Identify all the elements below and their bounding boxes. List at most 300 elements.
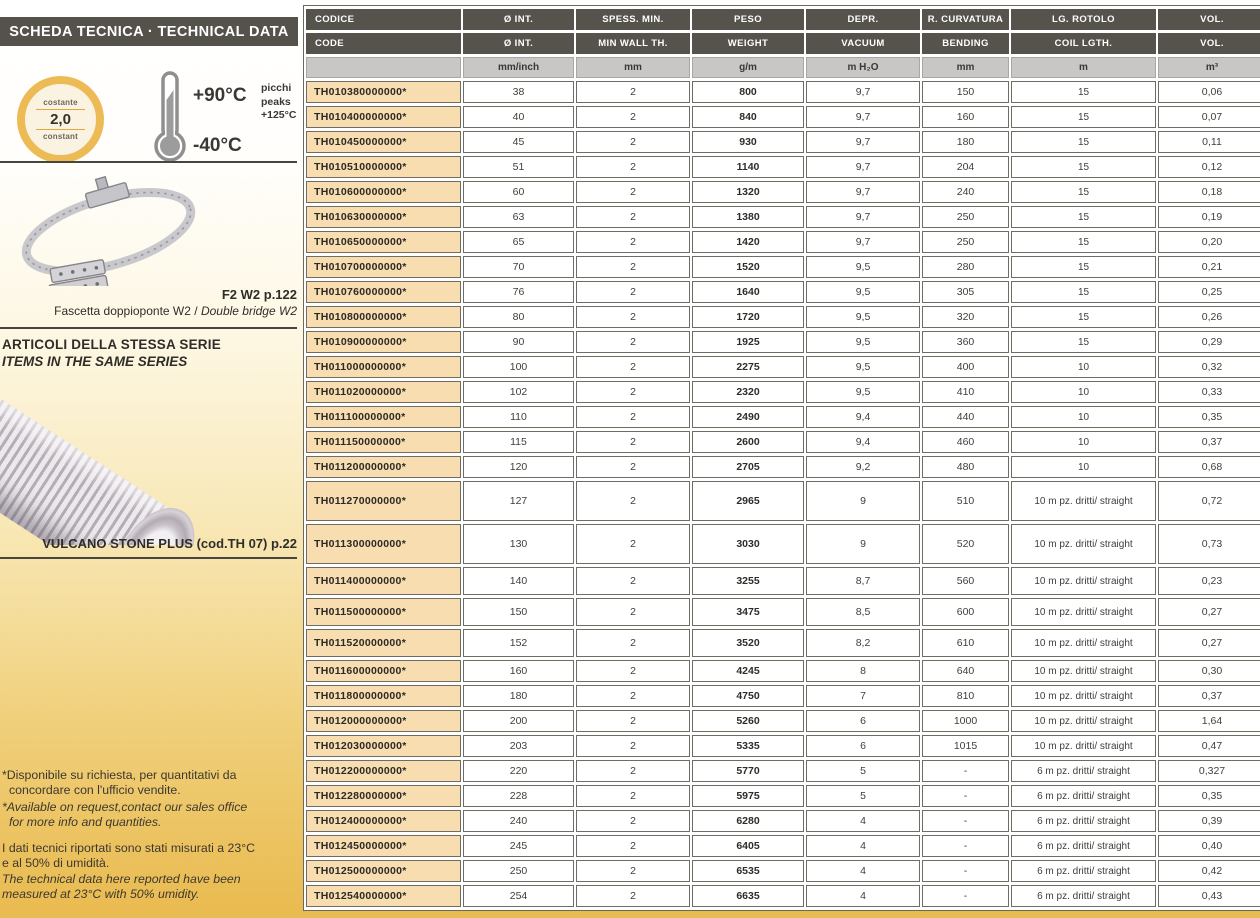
clamp-image (8, 174, 208, 286)
page-title: SCHEDA TECNICA · TECHNICAL DATA (0, 17, 298, 46)
column-header-it-cell: PESO (692, 9, 804, 30)
table-cell: 2 (576, 835, 690, 857)
table-cell: 180 (463, 685, 574, 707)
table-cell: 2490 (692, 406, 804, 428)
table-cell: 2965 (692, 481, 804, 521)
table-row (306, 885, 1260, 907)
table-cell: 0,12 (1158, 156, 1260, 178)
hose-tube (0, 383, 200, 545)
table-cell: 90 (463, 331, 574, 353)
table-cell: 3475 (692, 598, 804, 626)
table-cell: - (922, 860, 1009, 882)
table-cell: 180 (922, 131, 1009, 153)
units-row-cell: mm (922, 57, 1009, 78)
table-cell: 110 (463, 406, 574, 428)
table-cell: 2705 (692, 456, 804, 478)
table-cell: 10 (1011, 381, 1156, 403)
clamp-name-it: Fascetta doppioponte W2 / (54, 304, 201, 318)
product-code-cell: TH012400000000* (306, 810, 461, 832)
table-cell: 10 (1011, 406, 1156, 428)
table-cell: 2 (576, 735, 690, 757)
units-row-cell: mm (576, 57, 690, 78)
table-cell: 65 (463, 231, 574, 253)
table-cell: 0,19 (1158, 206, 1260, 228)
table-cell: 600 (922, 598, 1009, 626)
clamp-caption (0, 304, 297, 318)
table-cell: 7 (806, 685, 920, 707)
product-code-cell: TH010800000000* (306, 306, 461, 328)
table-cell: 9,7 (806, 231, 920, 253)
table-cell: 15 (1011, 331, 1156, 353)
footnote-measurement-en (2, 872, 298, 903)
table-cell: 9,7 (806, 81, 920, 103)
badge-value: 2,0 (36, 109, 85, 130)
footnote-line: measured at 23°C with 50% umidity. (2, 887, 200, 902)
table-cell: 6 m pz. dritti/ straight (1011, 810, 1156, 832)
table-cell: 2 (576, 181, 690, 203)
table-cell: 0,327 (1158, 760, 1260, 782)
table-cell: 40 (463, 106, 574, 128)
units-row-cell: m³ (1158, 57, 1260, 78)
table-cell: 0,29 (1158, 331, 1260, 353)
table-cell: 9,5 (806, 256, 920, 278)
table-cell: 63 (463, 206, 574, 228)
table-cell: 6 m pz. dritti/ straight (1011, 835, 1156, 857)
table-cell: 1420 (692, 231, 804, 253)
clamp-name-en: Double bridge W2 (200, 304, 297, 318)
table-cell: 280 (922, 256, 1009, 278)
table-cell: - (922, 885, 1009, 907)
table-cell: 15 (1011, 81, 1156, 103)
table-cell: 8 (806, 660, 920, 682)
footnote-measurement-it (2, 841, 298, 872)
table-cell: 0,33 (1158, 381, 1260, 403)
table-row (306, 381, 1260, 403)
product-code-cell: TH012280000000* (306, 785, 461, 807)
table-cell: 560 (922, 567, 1009, 595)
peaks-value: +125°C (261, 109, 297, 121)
table-cell: 9,5 (806, 331, 920, 353)
product-code-cell: TH011020000000* (306, 381, 461, 403)
product-code-cell: TH010760000000* (306, 281, 461, 303)
footnote-line: *Disponibile su richiesta, per quantitativi da (2, 768, 237, 782)
badge-bottom-label: constant (43, 132, 78, 141)
peaks-en: peaks (261, 95, 291, 108)
table-row (306, 106, 1260, 128)
table-cell: 2 (576, 860, 690, 882)
column-header-it (306, 9, 1260, 30)
table-cell: 6 (806, 710, 920, 732)
product-code-cell: TH010510000000* (306, 156, 461, 178)
table-cell: 6405 (692, 835, 804, 857)
table-cell: 5335 (692, 735, 804, 757)
table-cell: 6 m pz. dritti/ straight (1011, 885, 1156, 907)
table-cell: 480 (922, 456, 1009, 478)
table-cell: 10 m pz. dritti/ straight (1011, 598, 1156, 626)
table-cell: 9 (806, 524, 920, 564)
table-cell: 460 (922, 431, 1009, 453)
table-cell: 0,26 (1158, 306, 1260, 328)
table-cell: 2 (576, 456, 690, 478)
table-row (306, 760, 1260, 782)
column-header-it-cell: SPESS. MIN. (576, 9, 690, 30)
table-cell: 440 (922, 406, 1009, 428)
table-cell: - (922, 785, 1009, 807)
table-cell: 15 (1011, 156, 1156, 178)
table-cell: 1520 (692, 256, 804, 278)
table-cell: 510 (922, 481, 1009, 521)
table-cell: 1140 (692, 156, 804, 178)
product-code-cell: TH011100000000* (306, 406, 461, 428)
table-cell: 0,73 (1158, 524, 1260, 564)
table-row (306, 567, 1260, 595)
table-cell: 220 (463, 760, 574, 782)
table-cell: 1320 (692, 181, 804, 203)
table-cell: 3030 (692, 524, 804, 564)
table-cell: - (922, 835, 1009, 857)
table-cell: 15 (1011, 206, 1156, 228)
table-cell: 150 (922, 81, 1009, 103)
table-cell: 4245 (692, 660, 804, 682)
table-cell: 160 (463, 660, 574, 682)
table-cell: 3520 (692, 629, 804, 657)
table-cell: 115 (463, 431, 574, 453)
table-cell: 2 (576, 281, 690, 303)
table-cell: 2600 (692, 431, 804, 453)
table-cell: 640 (922, 660, 1009, 682)
table-cell: 410 (922, 381, 1009, 403)
table-cell: 240 (922, 181, 1009, 203)
table-cell: 2275 (692, 356, 804, 378)
divider (0, 161, 297, 163)
units-row-cell: mm/inch (463, 57, 574, 78)
table-cell: 10 m pz. dritti/ straight (1011, 481, 1156, 521)
table-cell: 1925 (692, 331, 804, 353)
table-cell: - (922, 810, 1009, 832)
table-cell: 2 (576, 306, 690, 328)
table-cell: 2 (576, 131, 690, 153)
footnote-line: *Available on request,contact our sales office (2, 800, 248, 814)
column-header-en-cell: VACUUM (806, 33, 920, 54)
table-cell: 0,20 (1158, 231, 1260, 253)
table-cell: 1015 (922, 735, 1009, 757)
table-row (306, 306, 1260, 328)
table-header (306, 9, 1260, 78)
table-cell: 5975 (692, 785, 804, 807)
table-cell: 152 (463, 629, 574, 657)
table-cell: 6280 (692, 810, 804, 832)
table-cell: 2 (576, 206, 690, 228)
table-cell: 120 (463, 456, 574, 478)
table-cell: 0,39 (1158, 810, 1260, 832)
table-cell: 6535 (692, 860, 804, 882)
table-cell: 2 (576, 710, 690, 732)
table-cell: 8,5 (806, 598, 920, 626)
table-cell: 6635 (692, 885, 804, 907)
product-code-cell: TH010700000000* (306, 256, 461, 278)
table-cell: 2 (576, 885, 690, 907)
table-cell: 160 (922, 106, 1009, 128)
footnote-line: I dati tecnici riportati sono stati misurati a 23°C (2, 841, 256, 855)
table-cell: 0,07 (1158, 106, 1260, 128)
table-cell: 6 m pz. dritti/ straight (1011, 860, 1156, 882)
table-cell: 0,32 (1158, 356, 1260, 378)
table-cell: 15 (1011, 131, 1156, 153)
table-cell: 8,2 (806, 629, 920, 657)
table-cell: 203 (463, 735, 574, 757)
table-cell: 1000 (922, 710, 1009, 732)
table-cell: 2 (576, 81, 690, 103)
table-cell: 305 (922, 281, 1009, 303)
table-cell: 2 (576, 156, 690, 178)
table-cell: 2 (576, 598, 690, 626)
table-row (306, 598, 1260, 626)
table-cell: 4 (806, 835, 920, 857)
table-cell: 2 (576, 660, 690, 682)
table-cell: 9,7 (806, 181, 920, 203)
table-cell: 2 (576, 106, 690, 128)
table-cell: 9,5 (806, 356, 920, 378)
table-cell: 15 (1011, 306, 1156, 328)
table-cell: 5260 (692, 710, 804, 732)
table-cell: 245 (463, 835, 574, 857)
table-cell: 2 (576, 810, 690, 832)
table-cell: 4 (806, 860, 920, 882)
table-cell: 60 (463, 181, 574, 203)
product-code-cell: TH011500000000* (306, 598, 461, 626)
column-header-en (306, 33, 1260, 54)
column-header-en-cell: CODE (306, 33, 461, 54)
product-code-cell: TH011520000000* (306, 629, 461, 657)
table-cell: 0,18 (1158, 181, 1260, 203)
product-code-cell: TH010400000000* (306, 106, 461, 128)
table-cell: 228 (463, 785, 574, 807)
table-cell: 610 (922, 629, 1009, 657)
table-row (306, 156, 1260, 178)
table-cell: 254 (463, 885, 574, 907)
table-cell: 9,2 (806, 456, 920, 478)
table-cell: 204 (922, 156, 1009, 178)
product-code-cell: TH012030000000* (306, 735, 461, 757)
product-code-cell: TH011270000000* (306, 481, 461, 521)
product-code-cell: TH011000000000* (306, 356, 461, 378)
table-cell: 127 (463, 481, 574, 521)
table-cell: 10 m pz. dritti/ straight (1011, 735, 1156, 757)
table-cell: 9,4 (806, 406, 920, 428)
units-row-cell: m H₂O (806, 57, 920, 78)
table-cell: 2 (576, 331, 690, 353)
temp-peaks-label (261, 82, 296, 123)
footnote-line: concordare con l'ufficio vendite. (9, 783, 181, 798)
product-code-cell: TH011150000000* (306, 431, 461, 453)
table-cell: 0,06 (1158, 81, 1260, 103)
table-cell: 10 m pz. dritti/ straight (1011, 629, 1156, 657)
temp-min-label: -40°C (193, 135, 242, 156)
table-cell: 2320 (692, 381, 804, 403)
table-cell: 10 m pz. dritti/ straight (1011, 524, 1156, 564)
product-code-cell: TH011600000000* (306, 660, 461, 682)
table-row (306, 356, 1260, 378)
same-series-heading-it: ARTICOLI DELLA STESSA SERIE (2, 337, 221, 352)
column-header-en-cell: Ø INT. (463, 33, 574, 54)
table-cell: 15 (1011, 106, 1156, 128)
constant-diameter-badge (17, 76, 104, 163)
table-cell: 810 (922, 685, 1009, 707)
table-cell: 800 (692, 81, 804, 103)
table-cell: 4 (806, 885, 920, 907)
table-cell: 2 (576, 481, 690, 521)
table-cell: 1720 (692, 306, 804, 328)
product-code-cell: TH010450000000* (306, 131, 461, 153)
footnote-line: for more info and quantities. (9, 815, 162, 830)
table-cell: - (922, 760, 1009, 782)
product-code-cell: TH010900000000* (306, 331, 461, 353)
technical-data-table-wrap (303, 5, 1250, 911)
divider (0, 557, 297, 559)
divider (0, 327, 297, 329)
table-cell: 3255 (692, 567, 804, 595)
table-cell: 102 (463, 381, 574, 403)
table-row (306, 735, 1260, 757)
table-cell: 2 (576, 356, 690, 378)
table-cell: 2 (576, 431, 690, 453)
table-cell: 320 (922, 306, 1009, 328)
table-cell: 2 (576, 381, 690, 403)
table-cell: 2 (576, 785, 690, 807)
table-cell: 6 m pz. dritti/ straight (1011, 785, 1156, 807)
table-cell: 2 (576, 524, 690, 564)
table-cell: 0,21 (1158, 256, 1260, 278)
table-row (306, 785, 1260, 807)
product-code-cell: TH011400000000* (306, 567, 461, 595)
table-cell: 2 (576, 231, 690, 253)
table-cell: 1380 (692, 206, 804, 228)
product-code-cell: TH010650000000* (306, 231, 461, 253)
table-row (306, 629, 1260, 657)
badge-top-label: costante (43, 98, 78, 107)
table-row (306, 231, 1260, 253)
table-cell: 360 (922, 331, 1009, 353)
same-series-heading-en: ITEMS IN THE SAME SERIES (2, 354, 188, 369)
column-header-it-cell: CODICE (306, 9, 461, 30)
product-caption: VULCANO STONE PLUS (cod.TH 07) p.22 (42, 536, 297, 551)
table-cell: 9,7 (806, 131, 920, 153)
table-cell: 0,27 (1158, 629, 1260, 657)
table-cell: 0,11 (1158, 131, 1260, 153)
units-row-cell: m (1011, 57, 1156, 78)
table-cell: 1640 (692, 281, 804, 303)
table-row (306, 835, 1260, 857)
table-body (306, 81, 1260, 907)
table-row (306, 660, 1260, 682)
product-code-cell: TH012450000000* (306, 835, 461, 857)
table-cell: 15 (1011, 181, 1156, 203)
table-cell: 400 (922, 356, 1009, 378)
table-cell: 150 (463, 598, 574, 626)
table-cell: 38 (463, 81, 574, 103)
table-cell: 0,30 (1158, 660, 1260, 682)
table-cell: 15 (1011, 256, 1156, 278)
table-cell: 0,35 (1158, 406, 1260, 428)
table-row (306, 481, 1260, 521)
table-cell: 51 (463, 156, 574, 178)
table-cell: 2 (576, 685, 690, 707)
table-cell: 0,25 (1158, 281, 1260, 303)
table-cell: 10 m pz. dritti/ straight (1011, 660, 1156, 682)
table-cell: 0,43 (1158, 885, 1260, 907)
table-cell: 0,37 (1158, 431, 1260, 453)
table-cell: 0,23 (1158, 567, 1260, 595)
footnote-line: e al 50% di umidità. (2, 856, 110, 871)
table-row (306, 685, 1260, 707)
table-cell: 4750 (692, 685, 804, 707)
table-cell: 0,35 (1158, 785, 1260, 807)
clamp-ref-label: F2 W2 p.122 (221, 287, 297, 302)
table-row (306, 256, 1260, 278)
table-cell: 6 (806, 735, 920, 757)
table-cell: 76 (463, 281, 574, 303)
table-cell: 0,37 (1158, 685, 1260, 707)
technical-data-table (303, 5, 1260, 911)
product-code-cell: TH010630000000* (306, 206, 461, 228)
product-code-cell: TH010380000000* (306, 81, 461, 103)
units-row-cell (306, 57, 461, 78)
table-row (306, 331, 1260, 353)
column-header-it-cell: DEPR. (806, 9, 920, 30)
footnote-availability-en (2, 800, 298, 831)
table-cell: 9,5 (806, 281, 920, 303)
table-cell: 2 (576, 567, 690, 595)
table-cell: 15 (1011, 281, 1156, 303)
table-cell: 0,68 (1158, 456, 1260, 478)
table-cell: 15 (1011, 231, 1156, 253)
table-cell: 5 (806, 785, 920, 807)
column-header-it-cell: VOL. (1158, 9, 1260, 30)
product-code-cell: TH012540000000* (306, 885, 461, 907)
table-cell: 0,27 (1158, 598, 1260, 626)
table-row (306, 810, 1260, 832)
table-row (306, 181, 1260, 203)
peaks-it: picchi (261, 82, 292, 94)
product-code-cell: TH011800000000* (306, 685, 461, 707)
column-header-en-cell: VOL. (1158, 33, 1260, 54)
table-cell: 10 m pz. dritti/ straight (1011, 567, 1156, 595)
footnote-availability-it (2, 768, 298, 799)
product-code-cell: TH012000000000* (306, 710, 461, 732)
table-cell: 70 (463, 256, 574, 278)
column-header-it-cell: Ø INT. (463, 9, 574, 30)
table-row (306, 710, 1260, 732)
thermometer-icon (150, 70, 190, 164)
table-cell: 140 (463, 567, 574, 595)
product-code-cell: TH010600000000* (306, 181, 461, 203)
table-cell: 10 m pz. dritti/ straight (1011, 685, 1156, 707)
product-code-cell: TH012500000000* (306, 860, 461, 882)
table-cell: 9,7 (806, 156, 920, 178)
table-cell: 240 (463, 810, 574, 832)
table-cell: 9 (806, 481, 920, 521)
product-code-cell: TH011200000000* (306, 456, 461, 478)
table-cell: 1,64 (1158, 710, 1260, 732)
column-header-it-cell: R. CURVATURA (922, 9, 1009, 30)
table-cell: 2 (576, 760, 690, 782)
table-row (306, 131, 1260, 153)
table-cell: 2 (576, 256, 690, 278)
table-cell: 10 m pz. dritti/ straight (1011, 710, 1156, 732)
table-cell: 250 (922, 231, 1009, 253)
table-row (306, 406, 1260, 428)
table-row (306, 206, 1260, 228)
